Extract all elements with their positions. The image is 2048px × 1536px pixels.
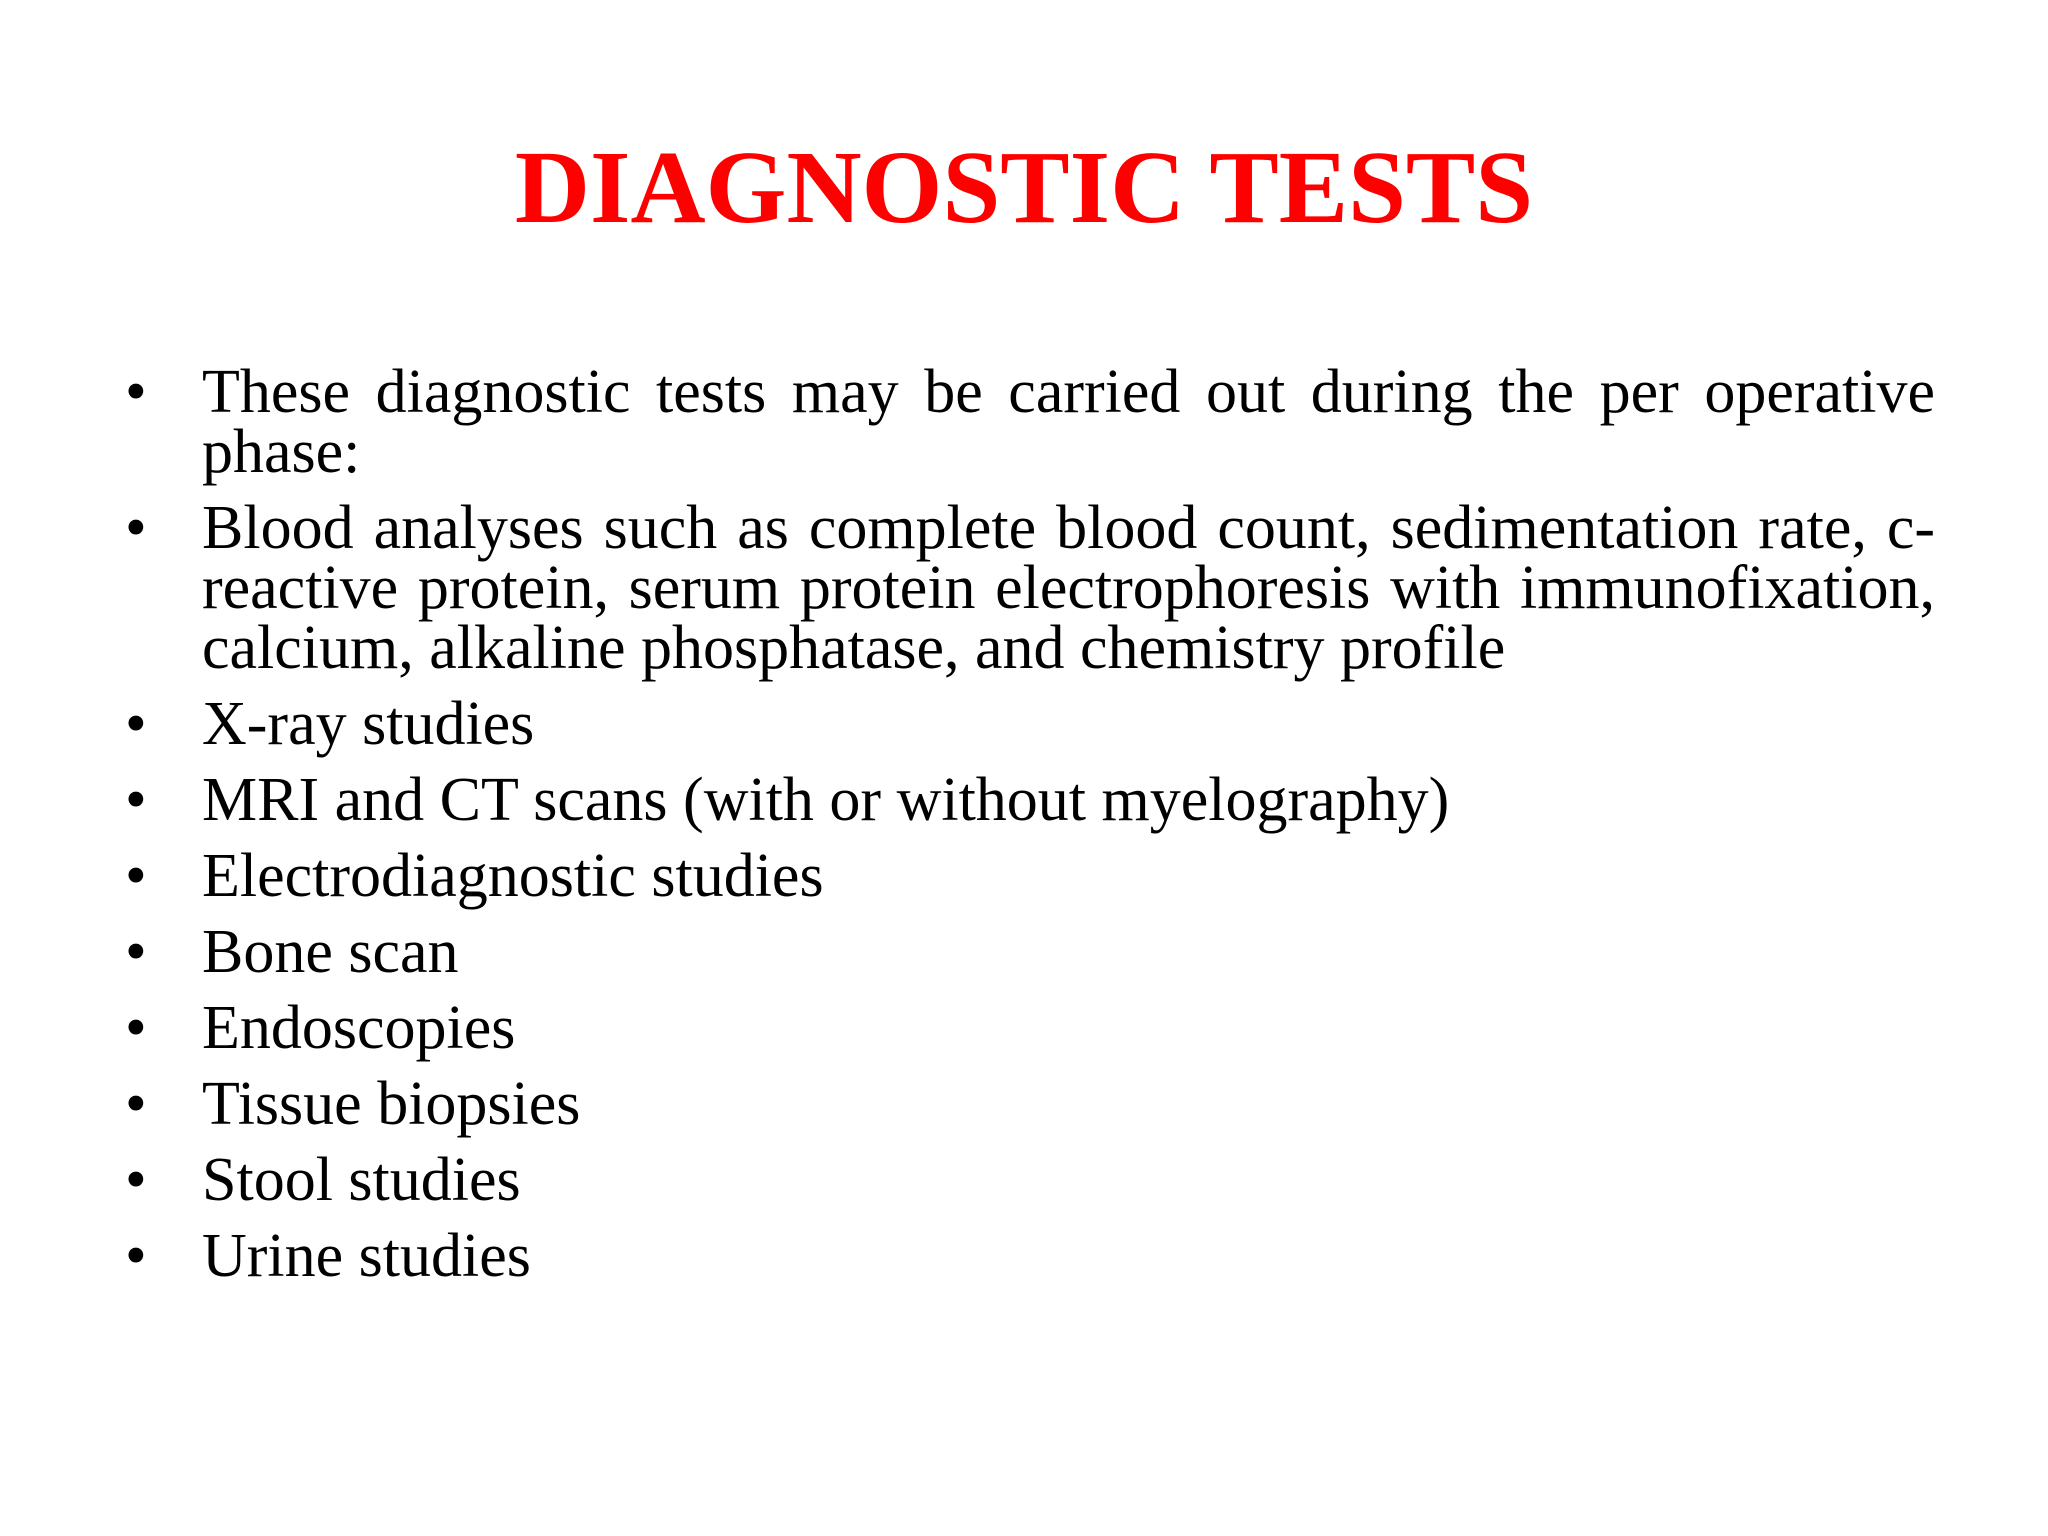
list-item-text: X-ray studies bbox=[202, 690, 535, 758]
bullet-icon: • bbox=[125, 1070, 147, 1138]
bullet-icon: • bbox=[125, 1222, 147, 1290]
list-item bbox=[125, 918, 1935, 986]
list-item-text: Tissue biopsies bbox=[202, 1070, 581, 1138]
list-item bbox=[125, 766, 1935, 834]
bullet-list bbox=[125, 358, 1935, 1302]
list-item bbox=[125, 690, 1935, 758]
list-item bbox=[125, 1070, 1935, 1138]
list-item bbox=[125, 1146, 1935, 1214]
slide-title: DIAGNOSTIC TESTS bbox=[514, 130, 1534, 245]
bullet-icon: • bbox=[125, 358, 147, 426]
list-item-text: Urine studies bbox=[202, 1222, 531, 1290]
list-item bbox=[125, 1222, 1935, 1290]
bullet-icon: • bbox=[125, 842, 147, 910]
bullet-icon: • bbox=[125, 766, 147, 834]
list-item-text: Endoscopies bbox=[202, 994, 516, 1062]
list-item-text: Stool studies bbox=[202, 1146, 521, 1214]
bullet-icon: • bbox=[125, 918, 147, 986]
list-item-text: Bone scan bbox=[202, 918, 459, 986]
list-item-text: MRI and CT scans (with or without myelography) bbox=[202, 766, 1450, 834]
list-item-text: Electrodiagnostic studies bbox=[202, 842, 824, 910]
bullet-icon: • bbox=[125, 994, 147, 1062]
list-item-text: These diagnostic tests may be carried out during the per operative phase: bbox=[202, 358, 1935, 486]
bullet-icon: • bbox=[125, 494, 147, 562]
list-item bbox=[125, 842, 1935, 910]
bullet-icon: • bbox=[125, 690, 147, 758]
bullet-icon: • bbox=[125, 1146, 147, 1214]
list-item-text: Blood analyses such as complete blood count, sedimentation rate, c-reactive protein, serum protein electrophoresis with immunofixation, calcium, alkaline phosphatase, and chemistry profile bbox=[202, 494, 1935, 682]
list-item bbox=[125, 358, 1935, 486]
list-item bbox=[125, 494, 1935, 682]
list-item bbox=[125, 994, 1935, 1062]
